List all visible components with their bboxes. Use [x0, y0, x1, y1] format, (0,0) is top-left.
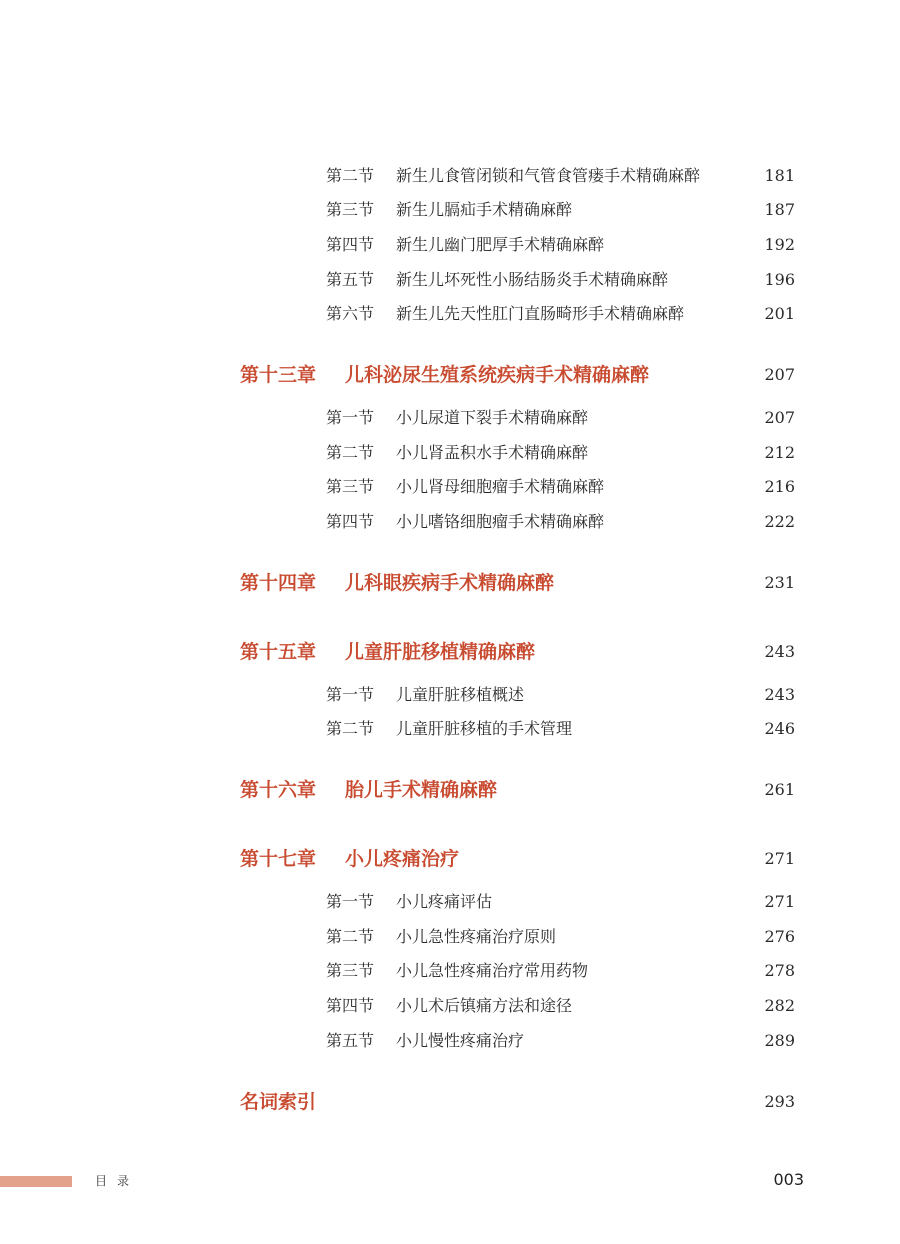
section-title: 小儿术后镇痛方法和途径	[396, 996, 573, 1015]
chapter-entry[interactable]	[0, 773, 900, 807]
section-title: 新生儿幽门肥厚手术精确麻醉	[396, 235, 605, 254]
section-entry[interactable]	[0, 920, 900, 954]
entry-page-number: 196	[764, 270, 795, 289]
entry-page-number: 201	[764, 304, 795, 323]
chapter-number: 第十三章	[240, 364, 317, 386]
section-entry[interactable]	[0, 678, 900, 712]
entry-page-number: 192	[764, 235, 795, 254]
section-entry[interactable]	[0, 885, 900, 919]
section-number: 第一节	[326, 408, 375, 427]
entry-page-number: 222	[764, 512, 795, 531]
entry-page-number: 271	[764, 849, 795, 868]
entry-page-number: 187	[764, 200, 795, 219]
entry-page-number: 261	[764, 780, 795, 799]
entry-page-number: 207	[764, 408, 795, 427]
entry-page-number: 293	[764, 1092, 795, 1111]
section-title: 新生儿食管闭锁和气管食管瘘手术精确麻醉	[396, 166, 701, 185]
section-number: 第一节	[326, 892, 375, 911]
chapter-number: 第十六章	[240, 779, 317, 801]
section-title: 小儿尿道下裂手术精确麻醉	[396, 408, 589, 427]
section-number: 第三节	[326, 477, 375, 496]
chapter-title: 胎儿手术精确麻醉	[345, 779, 498, 801]
section-number: 第二节	[326, 927, 375, 946]
entry-page-number: 216	[764, 477, 795, 496]
section-entry[interactable]	[0, 263, 900, 297]
section-title: 小儿肾盂积水手术精确麻醉	[396, 443, 589, 462]
section-entry[interactable]	[0, 436, 900, 470]
section-entry[interactable]	[0, 228, 900, 262]
entry-page-number: 276	[764, 927, 795, 946]
section-number: 第三节	[326, 200, 375, 219]
section-entry[interactable]	[0, 989, 900, 1023]
section-entry[interactable]	[0, 297, 900, 331]
entry-page-number: 243	[764, 685, 795, 704]
section-number: 第二节	[326, 166, 375, 185]
chapter-entry[interactable]	[0, 566, 900, 600]
entry-page-number: 289	[764, 1031, 795, 1050]
section-number: 第四节	[326, 512, 375, 531]
entry-page-number: 243	[764, 642, 795, 661]
section-number: 第二节	[326, 443, 375, 462]
section-entry[interactable]	[0, 712, 900, 746]
section-title: 新生儿膈疝手术精确麻醉	[396, 200, 573, 219]
entry-page-number: 246	[764, 719, 795, 738]
section-number: 第六节	[326, 304, 375, 323]
section-number: 第一节	[326, 685, 375, 704]
section-title: 小儿肾母细胞瘤手术精确麻醉	[396, 477, 605, 496]
chapter-title: 小儿疼痛治疗	[345, 848, 460, 870]
footer-section-label: 目录	[95, 1174, 140, 1188]
chapter-title: 儿科眼疾病手术精确麻醉	[345, 572, 555, 594]
footer-accent-bar	[0, 1176, 72, 1187]
section-title: 小儿嗜铬细胞瘤手术精确麻醉	[396, 512, 605, 531]
entry-page-number: 212	[764, 443, 795, 462]
section-number: 第五节	[326, 270, 375, 289]
section-number: 第四节	[326, 235, 375, 254]
entry-page-number: 271	[764, 892, 795, 911]
section-title: 小儿疼痛评估	[396, 892, 493, 911]
section-entry[interactable]	[0, 1024, 900, 1058]
entry-page-number: 278	[764, 961, 795, 980]
section-title: 新生儿先天性肛门直肠畸形手术精确麻醉	[396, 304, 685, 323]
section-number: 第五节	[326, 1031, 375, 1050]
chapter-entry[interactable]	[0, 635, 900, 669]
section-entry[interactable]	[0, 505, 900, 539]
section-title: 新生儿坏死性小肠结肠炎手术精确麻醉	[396, 270, 669, 289]
section-title: 小儿急性疼痛治疗常用药物	[396, 961, 589, 980]
section-number: 第二节	[326, 719, 375, 738]
chapter-entry[interactable]	[0, 358, 900, 392]
chapter-number: 第十七章	[240, 848, 317, 870]
entry-page-number: 282	[764, 996, 795, 1015]
entry-page-number: 231	[764, 573, 795, 592]
section-entry[interactable]	[0, 401, 900, 435]
chapter-number: 名词索引	[240, 1091, 317, 1113]
section-entry[interactable]	[0, 954, 900, 988]
chapter-number: 第十四章	[240, 572, 317, 594]
entry-page-number: 181	[764, 166, 795, 185]
section-entry[interactable]	[0, 470, 900, 504]
section-number: 第四节	[326, 996, 375, 1015]
entry-page-number: 207	[764, 365, 795, 384]
section-entry[interactable]	[0, 193, 900, 227]
chapter-entry[interactable]	[0, 842, 900, 876]
chapter-entry[interactable]	[0, 1085, 900, 1119]
chapter-title: 儿童肝脏移植精确麻醉	[345, 641, 536, 663]
page-number: 003	[773, 1170, 804, 1189]
section-number: 第三节	[326, 961, 375, 980]
section-title: 儿童肝脏移植的手术管理	[396, 719, 573, 738]
section-entry[interactable]	[0, 159, 900, 193]
section-title: 儿童肝脏移植概述	[396, 685, 525, 704]
chapter-title: 儿科泌尿生殖系统疾病手术精确麻醉	[345, 364, 650, 386]
section-title: 小儿急性疼痛治疗原则	[396, 927, 557, 946]
chapter-number: 第十五章	[240, 641, 317, 663]
section-title: 小儿慢性疼痛治疗	[396, 1031, 525, 1050]
